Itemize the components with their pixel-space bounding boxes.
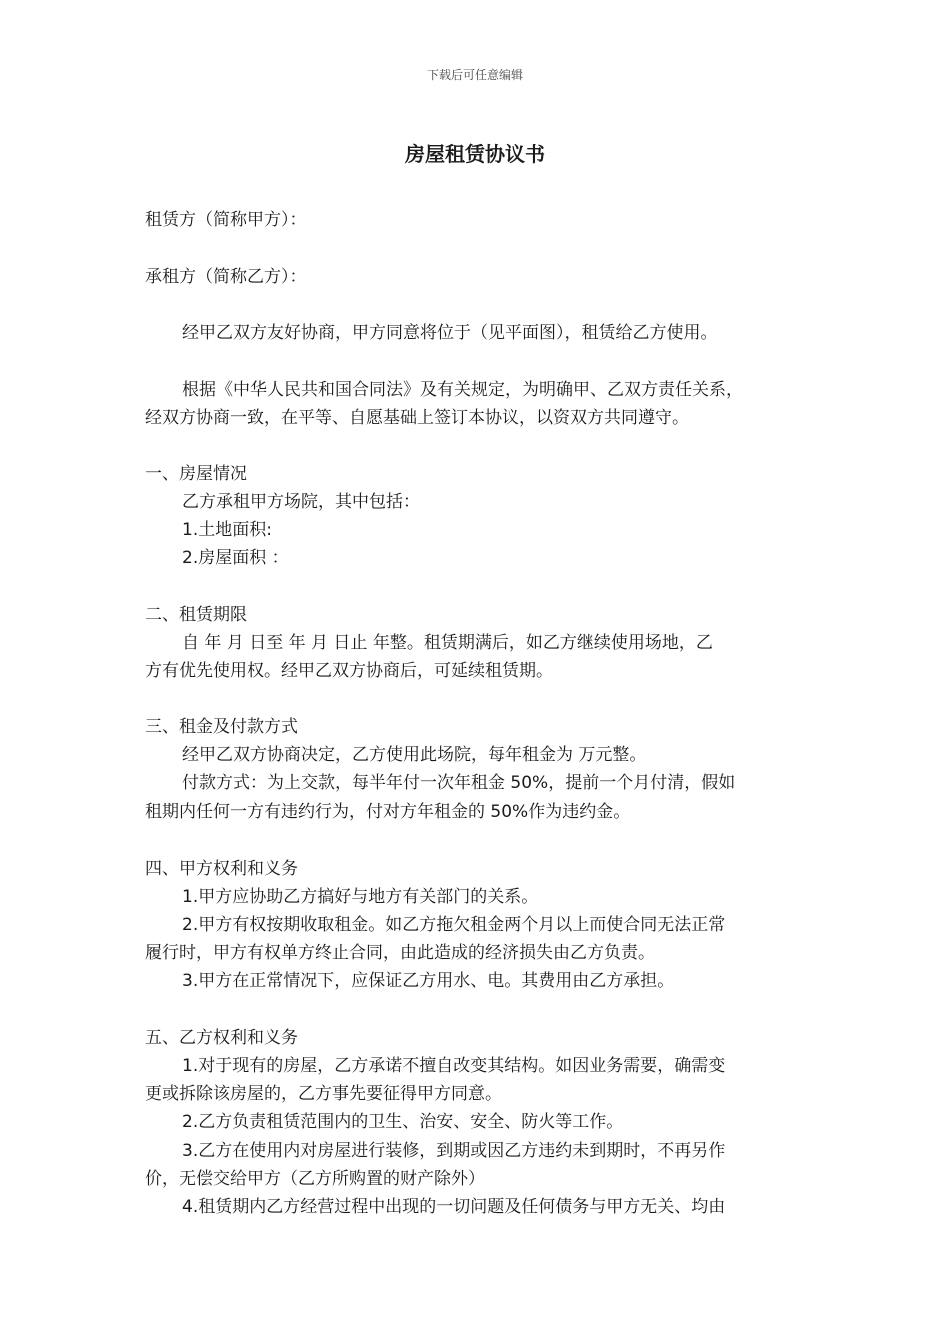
section-2-heading: 二、租赁期限 (145, 605, 247, 625)
lessee-duty-3-line-2: 价，无偿交给甲方（乙方所购置的财产除外） (145, 1169, 485, 1189)
payment-line-1: 付款方式：为上交款，每半年付一次年租金 50%，提前一个月付清，假如 (182, 773, 736, 793)
lessor-line: 租赁方（简称甲方）： (145, 210, 307, 230)
section-1-heading: 一、房屋情况 (145, 464, 247, 484)
document-title: 房屋租赁协议书 (405, 142, 545, 166)
lessor-duty-3: 3.甲方在正常情况下，应保证乙方用水、电。其费用由乙方承担。 (182, 971, 675, 991)
lease-term-line-1: 自 年 月 日至 年 月 日止 年整。租赁期满后，如乙方继续使用场地，乙 (182, 633, 713, 653)
section-1-text: 乙方承租甲方场院，其中包括： (182, 492, 420, 512)
payment-line-2: 租期内任何一方有违约行为，付对方年租金的 50%作为违约金。 (145, 802, 631, 822)
lessor-duty-1: 1.甲方应协助乙方搞好与地方有关部门的关系。 (182, 887, 539, 907)
section-4-heading: 四、甲方权利和义务 (145, 859, 298, 879)
lessor-duty-2-line-1: 2.甲方有权按期收取租金。如乙方拖欠租金两个月以上而使合同无法正常 (182, 915, 726, 935)
section-5-heading: 五、乙方权利和义务 (145, 1028, 298, 1048)
section-3-heading: 三、租金及付款方式 (145, 717, 298, 737)
download-note: 下载后可任意编辑 (426, 68, 523, 82)
lease-term-line-2: 方有优先使用权。经甲乙双方协商后，可延续租赁期。 (145, 661, 553, 681)
lessee-duty-4-line-1: 4.租赁期内乙方经营过程中出现的一切问题及任何债务与甲方无关、均由 (182, 1197, 726, 1217)
land-area-item: 1.土地面积: (182, 520, 272, 540)
lessee-duty-2: 2.乙方负责租赁范围内的卫生、治安、安全、防火等工作。 (182, 1112, 624, 1132)
basis-paragraph-line-2: 经双方协商一致，在平等、自愿基础上签订本协议，以资双方共同遵守。 (145, 408, 689, 428)
lessor-duty-2-line-2: 履行时，甲方有权单方终止合同，由此造成的经济损失由乙方负责。 (145, 943, 655, 963)
lessee-duty-1-line-1: 1.对于现有的房屋，乙方承诺不擅自改变其结构。如因业务需要，确需变 (182, 1056, 726, 1076)
lessee-duty-1-line-2: 更或拆除该房屋的，乙方事先要征得甲方同意。 (145, 1084, 502, 1104)
house-area-item: 2.房屋面积 ： (182, 548, 289, 568)
rent-text: 经甲乙双方协商决定，乙方使用此场院，每年租金为 万元整。 (182, 745, 647, 765)
basis-paragraph-line-1: 根据《中华人民共和国合同法》及有关规定，为明确甲、乙双方责任关系， (182, 380, 743, 400)
lessee-line: 承租方（简称乙方）： (145, 267, 307, 287)
lessee-duty-3-line-1: 3.乙方在使用内对房屋进行装修，到期或因乙方违约未到期时，不再另作 (182, 1141, 726, 1161)
intro-paragraph: 经甲乙双方友好协商，甲方同意将位于（见平面图），租赁给乙方使用。 (182, 323, 718, 343)
